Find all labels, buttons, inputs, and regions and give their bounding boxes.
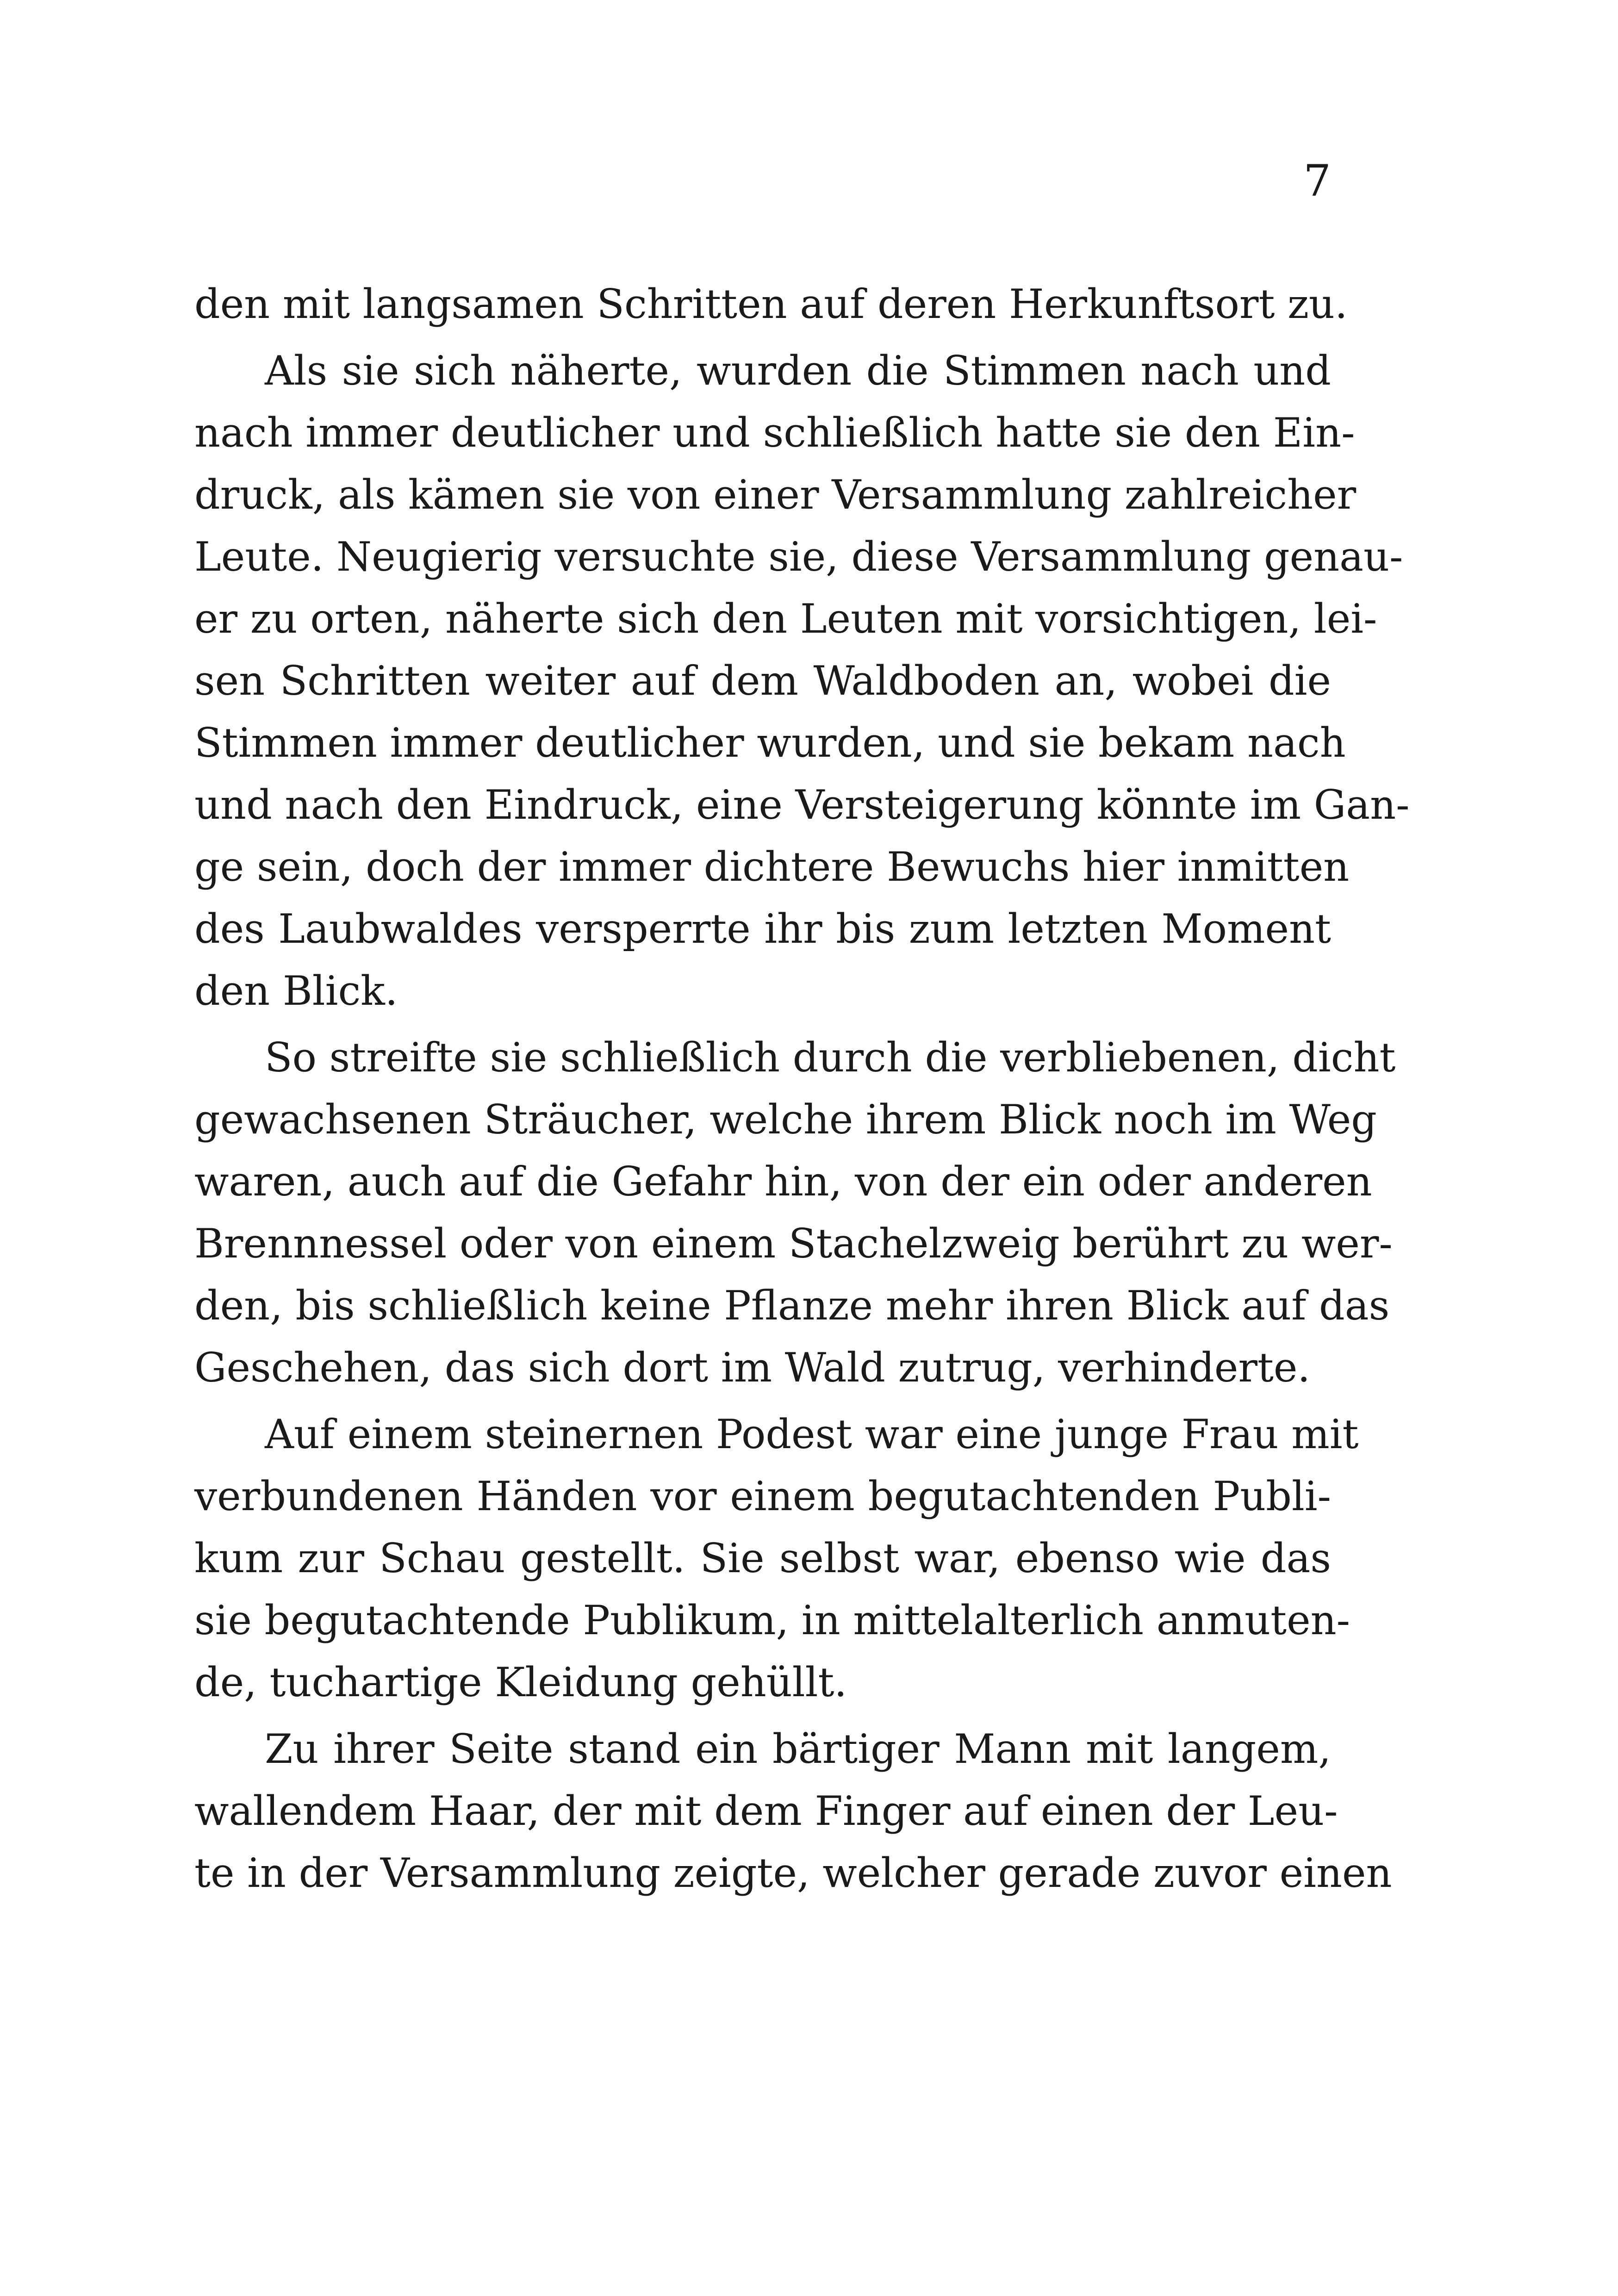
text-line: nach immer deutlicher und schließlich hatte sie den Ein- <box>194 409 1355 456</box>
text-line: Auf einem steinernen Podest war eine junge Frau mit <box>265 1411 1359 1458</box>
text-line: kum zur Schau gestellt. Sie selbst war, ebenso wie das <box>194 1535 1331 1582</box>
text-line: Als sie sich näherte, wurden die Stimmen nach und <box>265 347 1331 394</box>
text-line: Leute. Neugierig versuchte sie, diese Versammlung genau- <box>194 533 1403 580</box>
text-line: er zu orten, näherte sich den Leuten mit vorsichtigen, lei- <box>194 595 1377 642</box>
text-line: sen Schritten weiter auf dem Waldboden an, wobei die <box>194 657 1331 704</box>
text-line: den, bis schließlich keine Pflanze mehr ihren Blick auf das <box>194 1282 1390 1329</box>
page-number: 7 <box>1303 156 1331 206</box>
paragraph <box>194 273 1348 335</box>
text-line: Brennnessel oder von einem Stachelzweig berührt zu wer- <box>194 1220 1393 1267</box>
paragraph <box>194 1403 1359 1713</box>
text-line: So streifte sie schließlich durch die verbliebenen, dicht <box>265 1034 1396 1081</box>
paragraph <box>194 1027 1396 1399</box>
text-line: wallendem Haar, der mit dem Finger auf einen der Leu- <box>194 1787 1338 1835</box>
text-line: den mit langsamen Schritten auf deren Herkunftsort zu. <box>194 280 1348 328</box>
text-line: te in der Versammlung zeigte, welcher gerade zuvor einen <box>194 1849 1392 1897</box>
text-line: gewachsenen Sträucher, welche ihrem Blick noch im Weg <box>194 1096 1377 1143</box>
text-line: druck, als kämen sie von einer Versammlung zahlreicher <box>194 471 1357 518</box>
text-line: verbundenen Händen vor einem begutachtenden Publi- <box>194 1473 1331 1520</box>
text-line: de, tuchartige Kleidung gehüllt. <box>194 1659 847 1706</box>
text-line: und nach den Eindruck, eine Versteigerung könnte im Gan- <box>194 781 1410 828</box>
text-line: Stimmen immer deutlicher wurden, und sie bekam nach <box>194 719 1346 766</box>
text-line: Geschehen, das sich dort im Wald zutrug, verhinderte. <box>194 1344 1311 1391</box>
text-line: sie begutachtende Publikum, in mittelalterlich anmuten- <box>194 1597 1350 1644</box>
text-line: Zu ihrer Seite stand ein bärtiger Mann mit langem, <box>265 1725 1331 1773</box>
text-line: waren, auch auf die Gefahr hin, von der ein oder anderen <box>194 1158 1372 1205</box>
text-line: ge sein, doch der immer dichtere Bewuchs hier inmitten <box>194 843 1350 890</box>
text-line: des Laubwaldes versperrte ihr bis zum letzten Moment <box>194 905 1331 952</box>
paragraph <box>194 340 1410 1022</box>
text-line: den Blick. <box>194 967 398 1014</box>
paragraph <box>194 1718 1392 1904</box>
body-text <box>194 273 1410 1909</box>
